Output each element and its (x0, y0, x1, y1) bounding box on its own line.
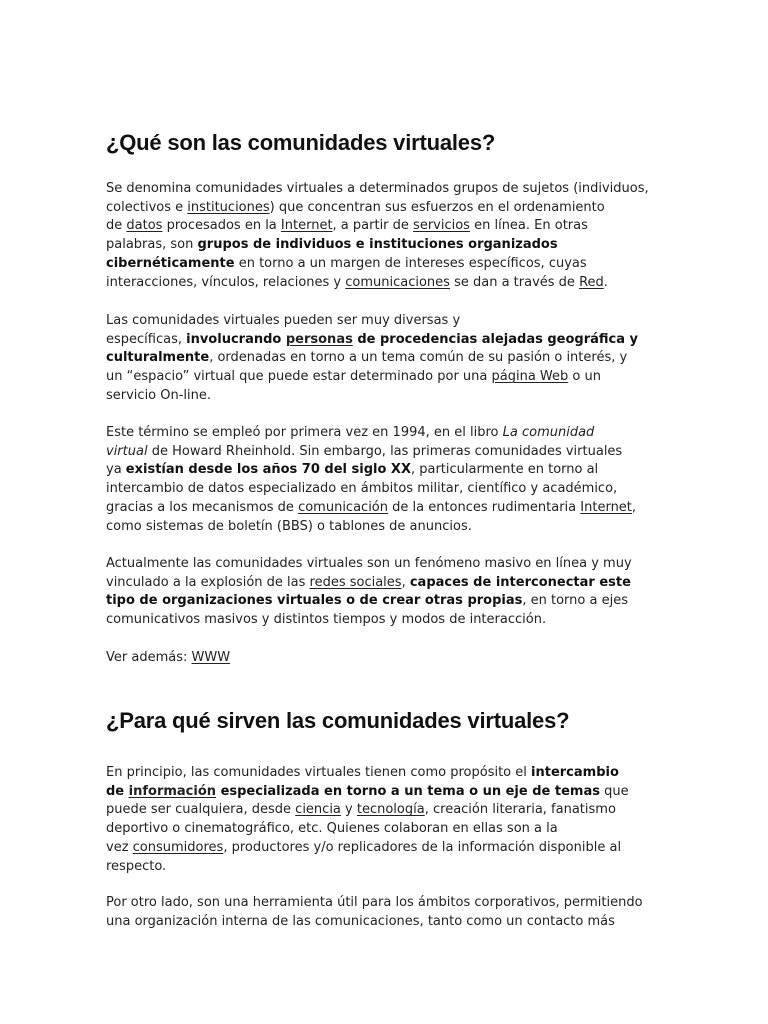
text: En principio, las comunidades virtuales tienen como propósito el (106, 765, 532, 780)
text: una organización interna de las comunicaciones, tanto como un contacto más (106, 913, 615, 929)
text: ya (106, 462, 126, 478)
heading-que-son: ¿Qué son las comunidades virtuales? (106, 130, 496, 155)
bold-text: especializada en torno a un tema o un eje de temas (216, 783, 600, 799)
text: o un (568, 369, 601, 385)
text: que (599, 783, 629, 799)
text: colectivos e (106, 199, 188, 215)
link-comunicacion[interactable]: comunicación (298, 499, 388, 515)
heading-para-que-sirven: ¿Para qué sirven las comunidades virtuales? (106, 708, 570, 733)
text: de la entonces rudimentaria (388, 499, 581, 515)
text: como sistemas de boletín (BBS) o tablones de anuncios. (106, 518, 472, 534)
link-red[interactable]: Red (579, 274, 604, 290)
text: Actualmente las comunidades virtuales son un fenómeno masivo en línea y muy (106, 556, 632, 571)
paragraph-proposito (106, 764, 666, 876)
link-informacion[interactable]: información (128, 783, 217, 799)
text: , en torno a ejes (522, 593, 628, 609)
text: gracias a los mecanismos de (106, 499, 299, 515)
link-instituciones[interactable]: instituciones (187, 199, 270, 215)
paragraph-ver-ademas (106, 649, 666, 668)
bold-text (106, 784, 600, 799)
text: interacciones, vínculos, relaciones y (106, 274, 346, 290)
paragraph-actualidad (106, 555, 666, 630)
text: procesados en la (162, 218, 281, 234)
book-title: La comunidad (502, 425, 595, 440)
link-personas[interactable]: personas (285, 331, 353, 347)
text: . (603, 274, 608, 290)
text: , (401, 574, 410, 590)
bold-text: de procedencias alejadas geográfica y (352, 331, 639, 347)
link-www[interactable]: WWW (191, 650, 231, 665)
text: un “espacio” virtual que puede estar determinado por una (106, 369, 492, 385)
text: palabras, son (106, 237, 198, 253)
bold-text: de (106, 783, 129, 799)
link-pagina-web[interactable]: página Web (491, 369, 569, 385)
link-datos[interactable]: datos (126, 218, 163, 234)
text: en torno a un margen de intereses específicos, cuyas (234, 255, 587, 271)
paragraph-corporativos (106, 894, 666, 931)
link-tecnologia[interactable]: tecnología (356, 802, 425, 818)
text: y (340, 802, 357, 818)
link-redes-sociales[interactable]: redes sociales (309, 574, 402, 590)
book-title: virtual (106, 443, 148, 459)
link-servicios[interactable]: servicios (413, 218, 470, 234)
bold-text: capaces de interconectar este (409, 574, 631, 590)
text: , ordenadas en torno a un tema común de su pasión o interés, y (209, 350, 628, 366)
text: Las comunidades virtuales pueden ser muy diversas y (106, 313, 461, 328)
text: , (631, 499, 637, 515)
text: Ver además: (106, 650, 192, 665)
text: deportivo o cinematográfico, etc. Quienes colaboran en ellas son a la (106, 821, 558, 837)
link-internet[interactable]: Internet (580, 499, 632, 515)
text: , a partir de (332, 218, 414, 234)
bold-text: tipo de organizaciones virtuales o de crear otras propias (106, 593, 523, 609)
text: puede ser cualquiera, desde (106, 802, 296, 818)
text: específicas, (106, 331, 187, 347)
text: comunicativos masivos y distintos tiempos y modos de interacción. (106, 612, 547, 628)
text: , productores y/o replicadores de la información disponible al (223, 839, 622, 855)
bold-text: grupos de individuos e instituciones organizados (197, 237, 558, 253)
link-comunicaciones[interactable]: comunicaciones (345, 274, 450, 290)
text: vinculado a la explosión de las (106, 574, 310, 590)
text: de Howard Rheinhold. Sin embargo, las primeras comunidades virtuales (147, 443, 623, 459)
text: vez (106, 839, 133, 855)
text: Por otro lado, son una herramienta útil para los ámbitos corporativos, permitiendo (106, 895, 643, 910)
paragraph-definicion (106, 180, 666, 292)
paragraph-diversas (106, 312, 666, 406)
link-consumidores[interactable]: consumidores (132, 839, 224, 855)
text: ) que concentran sus esfuerzos en el ordenamiento (269, 199, 605, 215)
link-internet[interactable]: Internet (280, 218, 333, 234)
text: servicio On-line. (106, 387, 212, 403)
text: se dan a través de (449, 274, 580, 290)
text: de (106, 218, 127, 234)
text: Se denomina comunidades virtuales a determinados grupos de sujetos (individuos, (106, 181, 649, 196)
text: en línea. En otras (469, 218, 588, 234)
text: , creación literaria, fanatismo (424, 802, 616, 818)
text: , particularmente en torno al (410, 462, 599, 478)
bold-text: cibernéticamente (106, 255, 235, 271)
bold-text: involucrando (186, 331, 286, 347)
text: Este término se empleó por primera vez en 1994, en el libro (106, 425, 503, 440)
bold-text: intercambio (531, 765, 619, 780)
paragraph-historia (106, 424, 666, 536)
link-ciencia[interactable]: ciencia (295, 802, 341, 818)
text: intercambio de datos especializado en ámbitos militar, científico y académico, (106, 481, 618, 497)
bold-text: existían desde los años 70 del siglo XX (125, 462, 411, 478)
text: respecto. (106, 858, 167, 874)
bold-text (186, 332, 638, 347)
bold-text: culturalmente (106, 350, 210, 366)
